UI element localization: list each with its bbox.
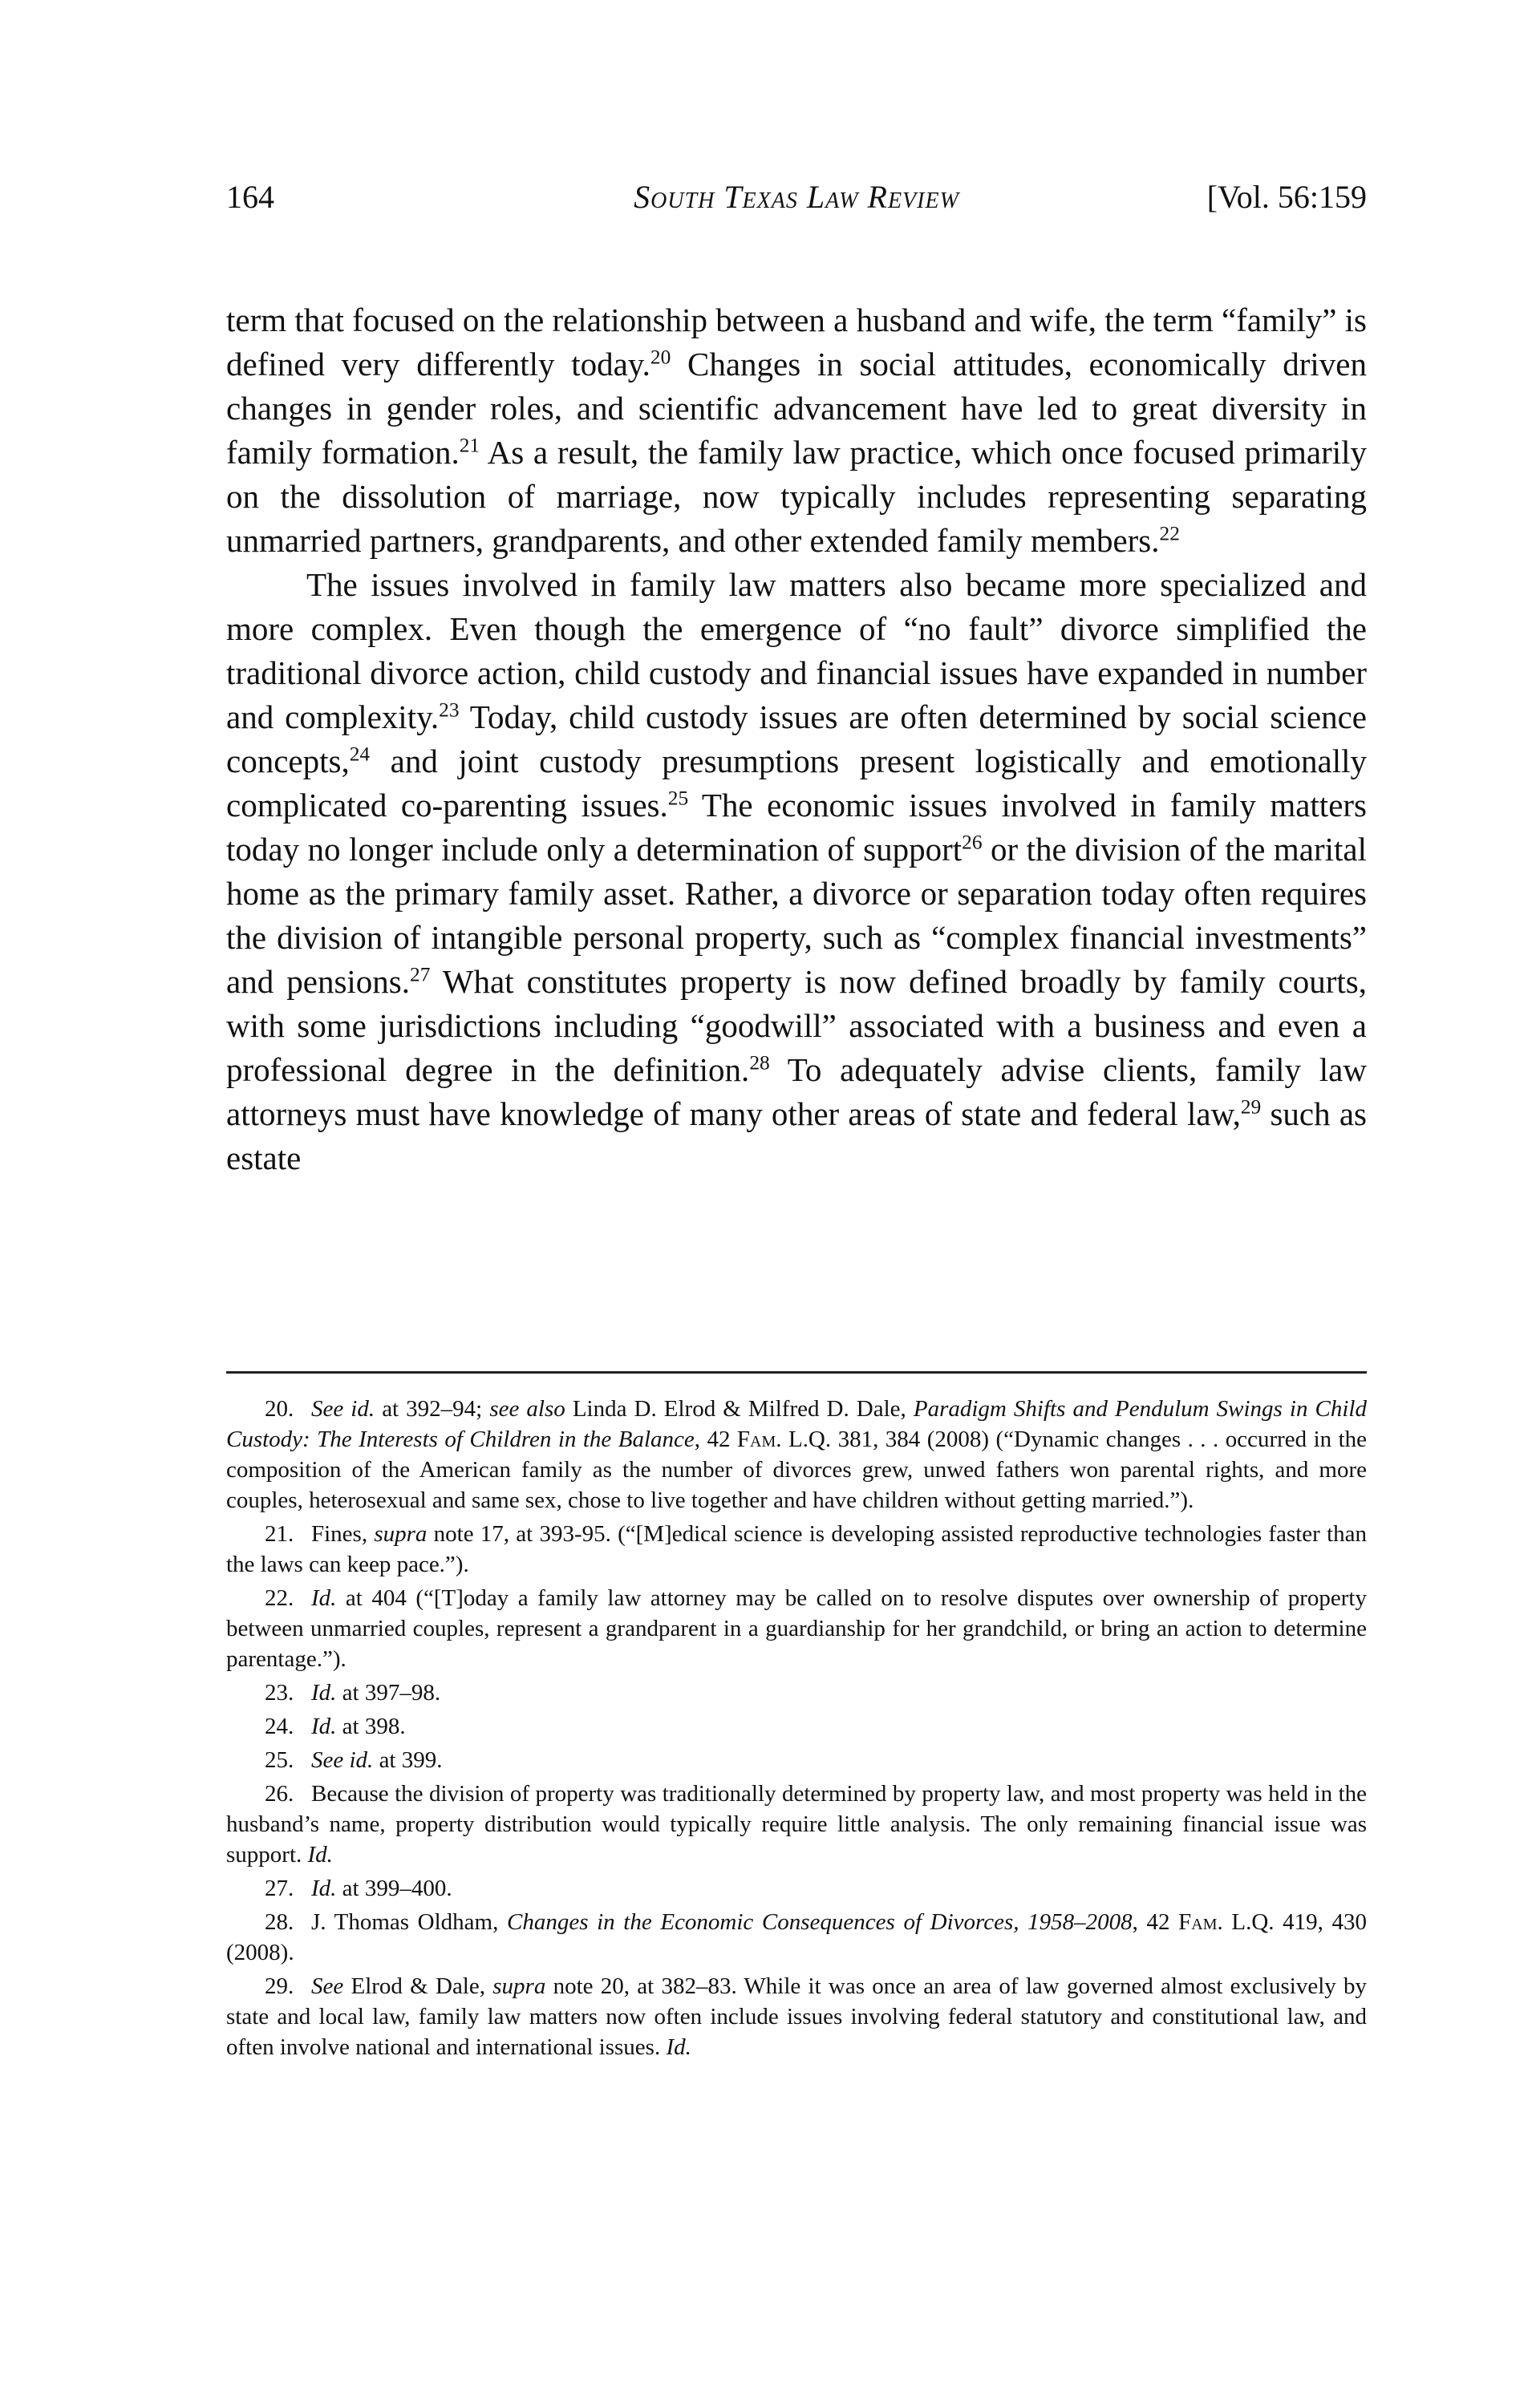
signal: See id.	[311, 1747, 374, 1773]
signal: See	[311, 1973, 344, 1999]
text-run: The economic issues involved in family matters today no longer include only a determination of support	[226, 787, 1367, 868]
footnote-number: 28.	[265, 1909, 294, 1935]
footnote-21	[226, 1519, 1367, 1580]
footnote-number: 20.	[265, 1396, 294, 1422]
signal: supra	[492, 1973, 546, 1999]
footnote-ref-26[interactable]: 26	[962, 831, 983, 854]
journal-abbrev: Fam.	[736, 1427, 782, 1452]
footnote-29	[226, 1971, 1367, 2062]
footnote-number: 22.	[265, 1585, 294, 1611]
footnote-27	[226, 1873, 1367, 1904]
signal: Id.	[666, 2034, 691, 2060]
signal: Id.	[311, 1714, 337, 1739]
footnote-ref-25[interactable]: 25	[667, 787, 689, 810]
footnote-divider	[226, 1371, 1367, 1374]
signal: Id.	[311, 1680, 337, 1706]
footnote-ref-20[interactable]: 20	[650, 346, 671, 369]
footnote-ref-29[interactable]: 29	[1240, 1095, 1262, 1119]
footnote-number: 27.	[265, 1876, 294, 1901]
text-run: What constitutes property is now defined broadly by family courts, with some jurisdictions including “goodwill” associated with a business and even a professional degree in the definition.	[226, 963, 1367, 1088]
text-run: Fines,	[311, 1521, 375, 1547]
footnote-ref-23[interactable]: 23	[439, 698, 460, 722]
text-run: Linda D. Elrod & Milfred D. Dale,	[565, 1396, 914, 1422]
text-run: J. Thomas Oldham,	[311, 1909, 507, 1935]
text-run: Elrod & Dale,	[343, 1973, 493, 1999]
text-run: at 404 (“[T]oday a family law attorney may be called on to resolve disputes over ownership of property between unmarried couples, represent a grandparent in a guardianship for her grandchild, or bring an action to determine parentage.”).	[226, 1585, 1367, 1672]
footnote-number: 26.	[265, 1781, 294, 1807]
text-run: at 398.	[336, 1714, 406, 1739]
text-run: at 399.	[373, 1747, 443, 1773]
text-run: note 20, at 382–83. While it was once an area of law governed almost exclusively by state and local law, family law matters now often include issues involving federal statutory and constitutional law, and often involve national and international issues.	[226, 1973, 1367, 2060]
footnote-number: 21.	[265, 1521, 294, 1547]
footnote-number: 25.	[265, 1747, 294, 1773]
running-header	[226, 178, 1367, 226]
footnote-26	[226, 1779, 1367, 1870]
footnote-25	[226, 1745, 1367, 1775]
article-title: Changes in the Economic Consequences of Divorces, 1958–2008	[507, 1909, 1133, 1935]
footnote-28	[226, 1907, 1367, 1968]
text-run: at 399–400.	[336, 1876, 452, 1901]
signal: See id.	[311, 1396, 375, 1422]
text-run: such as estate	[226, 1095, 1368, 1176]
volume-citation: [Vol. 56:159	[1206, 179, 1367, 215]
text-run: term that focused on the relationship between a husband and wife, the term “family” is defined very differently today.	[226, 302, 1368, 382]
text-run: L.Q. 419, 430 (2008).	[226, 1909, 1368, 1965]
footnote-20	[226, 1394, 1367, 1516]
footnote-23	[226, 1678, 1367, 1708]
signal: Id.	[307, 1842, 333, 1868]
text-run: As a result, the family law practice, which once focused primarily on the dissolution of marriage, now typically includes representing separating unmarried partners, grandparents, and other extended family members.	[226, 434, 1368, 559]
footnote-number: 23.	[265, 1680, 294, 1706]
footnote-22	[226, 1583, 1367, 1674]
footnote-24	[226, 1711, 1367, 1742]
signal: Id.	[311, 1585, 337, 1611]
text-run: or the division of the marital home as the primary family asset. Rather, a divorce or separation today often requires the division of intangible personal property, such as “complex financial investments” and pensions.	[226, 831, 1368, 1000]
signal: see also	[489, 1396, 565, 1422]
footnote-ref-22[interactable]: 22	[1159, 522, 1180, 545]
text-run: note 17, at 393-95. (“[M]edical science is developing assisted reproductive technologies faster than the laws can keep pace.”).	[226, 1521, 1367, 1577]
footnote-ref-21[interactable]: 21	[459, 434, 480, 457]
text-run: , 42	[1132, 1909, 1179, 1935]
text-run: , 42	[694, 1427, 737, 1452]
footnotes-section	[226, 1394, 1367, 2066]
footnote-ref-28[interactable]: 28	[749, 1051, 770, 1074]
page-number: 164	[226, 179, 274, 215]
text-run: Because the division of property was traditionally determined by property law, and most property was held in the husband’s name, property distribution would typically require little analysis. The only remaining financial issue was support.	[226, 1781, 1367, 1868]
text-run: Changes in social attitudes, economically driven changes in gender roles, and scientific advancement have led to great diversity in family formation.	[226, 346, 1367, 471]
journal-title: South Texas Law Review	[634, 179, 959, 215]
main-text	[226, 298, 1367, 1180]
text-run: at 392–94;	[375, 1396, 490, 1422]
footnote-ref-24[interactable]: 24	[349, 743, 371, 766]
text-run: Today, child custody issues are often determined by social science concepts,	[226, 698, 1367, 779]
body-paragraph-2	[226, 563, 1367, 1180]
footnote-number: 29.	[265, 1973, 294, 1999]
footnote-ref-27[interactable]: 27	[410, 963, 431, 986]
text-run: and joint custody presumptions present logistically and emotionally complicated co-parenting issues.	[226, 743, 1367, 824]
body-paragraph-1	[226, 298, 1367, 563]
text-run: L.Q. 381, 384 (2008) (“Dynamic changes . . . occurred in the composition of the American family as the number of divorces grew, unwed fathers won parental rights, and more couples, heterosexual and same sex, chose to live together and have children without getting married.”).	[226, 1427, 1368, 1513]
article-title: Paradigm Shifts and Pendulum Swings in Child Custody: The Interests of Children in the Balance	[226, 1396, 1367, 1452]
text-run: To adequately advise clients, family law attorneys must have knowledge of many other areas of state and federal law,	[226, 1051, 1367, 1132]
signal: Id.	[311, 1876, 337, 1901]
footnote-number: 24.	[265, 1714, 294, 1739]
journal-abbrev: Fam.	[1178, 1909, 1223, 1935]
text-run: at 397–98.	[336, 1680, 441, 1706]
signal: supra	[374, 1521, 428, 1547]
text-run: The issues involved in family law matters also became more specialized and more complex. Even though the emergence of “no fault” divorce simplified the traditional divorce action, child custody and financial issues have expanded in number and complexity.	[226, 566, 1367, 735]
